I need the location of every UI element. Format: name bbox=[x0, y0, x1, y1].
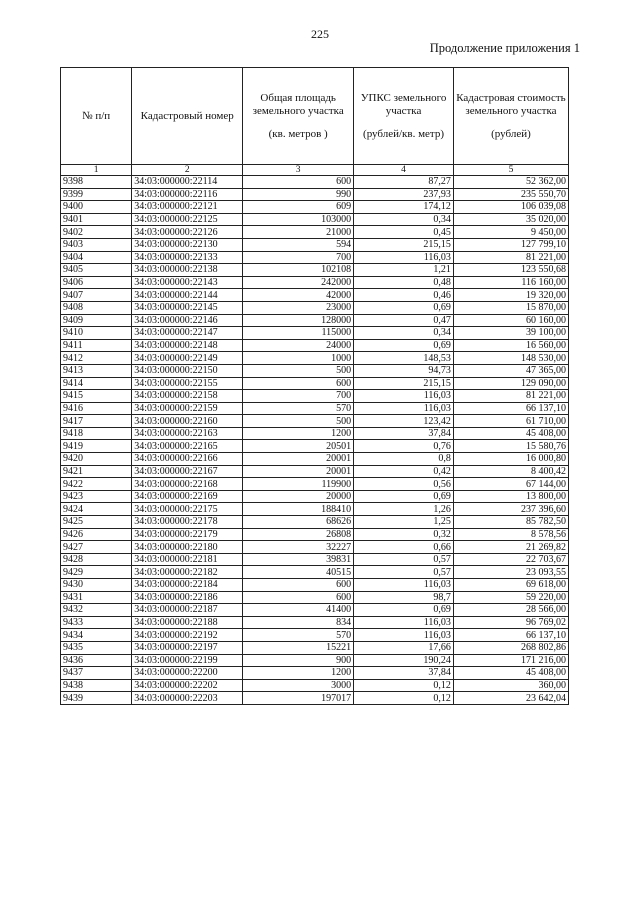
cadastral-number-cell: 34:03:000000:22121 bbox=[132, 201, 243, 214]
value-cell: 45 408,00 bbox=[453, 667, 568, 680]
row-number-cell: 9405 bbox=[61, 264, 132, 277]
cadastral-number-cell: 34:03:000000:22203 bbox=[132, 692, 243, 705]
header-row-number: № п/п bbox=[61, 68, 132, 165]
header-upks bbox=[354, 68, 454, 165]
cadastral-number-cell: 34:03:000000:22165 bbox=[132, 440, 243, 453]
row-number-cell: 9423 bbox=[61, 490, 132, 503]
area-cell: 41400 bbox=[243, 604, 354, 617]
area-cell: 609 bbox=[243, 201, 354, 214]
cadastral-number-cell: 34:03:000000:22130 bbox=[132, 238, 243, 251]
cadastral-number-cell: 34:03:000000:22168 bbox=[132, 478, 243, 491]
value-cell: 23 093,55 bbox=[453, 566, 568, 579]
area-cell: 20001 bbox=[243, 465, 354, 478]
upks-cell: 1,26 bbox=[354, 503, 454, 516]
table-row bbox=[61, 251, 569, 264]
column-number: 1 bbox=[61, 165, 132, 176]
value-cell: 96 769,02 bbox=[453, 616, 568, 629]
value-cell: 81 221,00 bbox=[453, 390, 568, 403]
cadastral-number-cell: 34:03:000000:22138 bbox=[132, 264, 243, 277]
area-cell: 40515 bbox=[243, 566, 354, 579]
cadastral-number-cell: 34:03:000000:22166 bbox=[132, 453, 243, 466]
table-row bbox=[61, 679, 569, 692]
row-number-cell: 9421 bbox=[61, 465, 132, 478]
area-cell: 600 bbox=[243, 579, 354, 592]
cadastral-number-cell: 34:03:000000:22187 bbox=[132, 604, 243, 617]
area-cell: 32227 bbox=[243, 541, 354, 554]
value-cell: 171 216,00 bbox=[453, 654, 568, 667]
upks-cell: 237,93 bbox=[354, 188, 454, 201]
upks-cell: 190,24 bbox=[354, 654, 454, 667]
table-row bbox=[61, 402, 569, 415]
cadastral-number-cell: 34:03:000000:22175 bbox=[132, 503, 243, 516]
column-number: 5 bbox=[453, 165, 568, 176]
area-cell: 1200 bbox=[243, 667, 354, 680]
value-cell: 116 160,00 bbox=[453, 276, 568, 289]
table-row bbox=[61, 528, 569, 541]
header-total-area-title: Общая площадь земельного участка bbox=[252, 91, 344, 117]
cadastral-number-cell: 34:03:000000:22147 bbox=[132, 327, 243, 340]
value-cell: 61 710,00 bbox=[453, 415, 568, 428]
area-cell: 500 bbox=[243, 364, 354, 377]
value-cell: 8 400,42 bbox=[453, 465, 568, 478]
cadastral-number-cell: 34:03:000000:22159 bbox=[132, 402, 243, 415]
row-number-cell: 9414 bbox=[61, 377, 132, 390]
table-row bbox=[61, 226, 569, 239]
area-cell: 24000 bbox=[243, 339, 354, 352]
value-cell: 8 578,56 bbox=[453, 528, 568, 541]
table-row bbox=[61, 629, 569, 642]
upks-cell: 0,34 bbox=[354, 327, 454, 340]
upks-cell: 0,56 bbox=[354, 478, 454, 491]
upks-cell: 0,76 bbox=[354, 440, 454, 453]
upks-cell: 215,15 bbox=[354, 238, 454, 251]
cadastral-number-cell: 34:03:000000:22150 bbox=[132, 364, 243, 377]
cadastral-number-cell: 34:03:000000:22114 bbox=[132, 176, 243, 189]
cadastral-number-cell: 34:03:000000:22169 bbox=[132, 490, 243, 503]
area-cell: 119900 bbox=[243, 478, 354, 491]
value-cell: 39 100,00 bbox=[453, 327, 568, 340]
row-number-cell: 9429 bbox=[61, 566, 132, 579]
cadastral-number-cell: 34:03:000000:22202 bbox=[132, 679, 243, 692]
upks-cell: 0,57 bbox=[354, 566, 454, 579]
row-number-cell: 9408 bbox=[61, 301, 132, 314]
table-row bbox=[61, 276, 569, 289]
cadastral-number-cell: 34:03:000000:22146 bbox=[132, 314, 243, 327]
row-number-cell: 9415 bbox=[61, 390, 132, 403]
value-cell: 235 550,70 bbox=[453, 188, 568, 201]
table-row bbox=[61, 591, 569, 604]
value-cell: 9 450,00 bbox=[453, 226, 568, 239]
value-cell: 360,00 bbox=[453, 679, 568, 692]
row-number-cell: 9424 bbox=[61, 503, 132, 516]
upks-cell: 0,48 bbox=[354, 276, 454, 289]
value-cell: 19 320,00 bbox=[453, 289, 568, 302]
upks-cell: 116,03 bbox=[354, 629, 454, 642]
table-row bbox=[61, 667, 569, 680]
upks-cell: 87,27 bbox=[354, 176, 454, 189]
cadastral-number-cell: 34:03:000000:22160 bbox=[132, 415, 243, 428]
value-cell: 15 580,76 bbox=[453, 440, 568, 453]
upks-cell: 0,69 bbox=[354, 490, 454, 503]
table-row bbox=[61, 364, 569, 377]
area-cell: 15221 bbox=[243, 641, 354, 654]
value-cell: 66 137,10 bbox=[453, 402, 568, 415]
column-number: 3 bbox=[243, 165, 354, 176]
cadastral-value-table bbox=[60, 67, 569, 705]
area-cell: 20000 bbox=[243, 490, 354, 503]
upks-cell: 0,42 bbox=[354, 465, 454, 478]
upks-cell: 0,8 bbox=[354, 453, 454, 466]
cadastral-number-cell: 34:03:000000:22180 bbox=[132, 541, 243, 554]
header-upks-unit: (рублей/кв. метр) bbox=[363, 127, 445, 140]
upks-cell: 174,12 bbox=[354, 201, 454, 214]
table-row bbox=[61, 641, 569, 654]
row-number-cell: 9401 bbox=[61, 213, 132, 226]
table-row bbox=[61, 490, 569, 503]
upks-cell: 0,12 bbox=[354, 692, 454, 705]
area-cell: 570 bbox=[243, 402, 354, 415]
value-cell: 47 365,00 bbox=[453, 364, 568, 377]
column-number-row bbox=[61, 165, 569, 176]
upks-cell: 0,66 bbox=[354, 541, 454, 554]
area-cell: 197017 bbox=[243, 692, 354, 705]
upks-cell: 0,69 bbox=[354, 604, 454, 617]
area-cell: 500 bbox=[243, 415, 354, 428]
area-cell: 700 bbox=[243, 390, 354, 403]
table-row bbox=[61, 339, 569, 352]
row-number-cell: 9428 bbox=[61, 553, 132, 566]
row-number-cell: 9418 bbox=[61, 427, 132, 440]
value-cell: 13 800,00 bbox=[453, 490, 568, 503]
upks-cell: 0,45 bbox=[354, 226, 454, 239]
table-row bbox=[61, 352, 569, 365]
area-cell: 834 bbox=[243, 616, 354, 629]
table-row bbox=[61, 503, 569, 516]
area-cell: 242000 bbox=[243, 276, 354, 289]
cadastral-number-cell: 34:03:000000:22181 bbox=[132, 553, 243, 566]
upks-cell: 0,32 bbox=[354, 528, 454, 541]
area-cell: 21000 bbox=[243, 226, 354, 239]
header-total-area bbox=[243, 68, 354, 165]
upks-cell: 0,57 bbox=[354, 553, 454, 566]
value-cell: 106 039,08 bbox=[453, 201, 568, 214]
row-number-cell: 9420 bbox=[61, 453, 132, 466]
value-cell: 127 799,10 bbox=[453, 238, 568, 251]
column-number: 2 bbox=[132, 165, 243, 176]
table-row bbox=[61, 176, 569, 189]
table-row bbox=[61, 327, 569, 340]
row-number-cell: 9434 bbox=[61, 629, 132, 642]
row-number-cell: 9398 bbox=[61, 176, 132, 189]
cadastral-number-cell: 34:03:000000:22144 bbox=[132, 289, 243, 302]
upks-cell: 116,03 bbox=[354, 579, 454, 592]
cadastral-number-cell: 34:03:000000:22167 bbox=[132, 465, 243, 478]
table-row bbox=[61, 201, 569, 214]
row-number-cell: 9402 bbox=[61, 226, 132, 239]
cadastral-number-cell: 34:03:000000:22145 bbox=[132, 301, 243, 314]
row-number-cell: 9432 bbox=[61, 604, 132, 617]
area-cell: 115000 bbox=[243, 327, 354, 340]
column-number: 4 bbox=[354, 165, 454, 176]
row-number-cell: 9413 bbox=[61, 364, 132, 377]
area-cell: 20001 bbox=[243, 453, 354, 466]
header-cadastral-number: Кадастровый номер bbox=[132, 68, 243, 165]
row-number-cell: 9439 bbox=[61, 692, 132, 705]
row-number-cell: 9410 bbox=[61, 327, 132, 340]
value-cell: 237 396,60 bbox=[453, 503, 568, 516]
cadastral-number-cell: 34:03:000000:22188 bbox=[132, 616, 243, 629]
area-cell: 128000 bbox=[243, 314, 354, 327]
value-cell: 268 802,86 bbox=[453, 641, 568, 654]
row-number-cell: 9430 bbox=[61, 579, 132, 592]
row-number-cell: 9417 bbox=[61, 415, 132, 428]
row-number-cell: 9437 bbox=[61, 667, 132, 680]
value-cell: 59 220,00 bbox=[453, 591, 568, 604]
row-number-cell: 9416 bbox=[61, 402, 132, 415]
area-cell: 68626 bbox=[243, 516, 354, 529]
header-cadastral-value-title: Кадастровая стоимость земельного участка bbox=[456, 91, 566, 117]
cadastral-number-cell: 34:03:000000:22133 bbox=[132, 251, 243, 264]
row-number-cell: 9426 bbox=[61, 528, 132, 541]
header-cadastral-value-unit: (рублей) bbox=[491, 127, 531, 140]
table-row bbox=[61, 692, 569, 705]
value-cell: 22 703,67 bbox=[453, 553, 568, 566]
cadastral-number-cell: 34:03:000000:22116 bbox=[132, 188, 243, 201]
upks-cell: 0,34 bbox=[354, 213, 454, 226]
table-row bbox=[61, 579, 569, 592]
value-cell: 52 362,00 bbox=[453, 176, 568, 189]
row-number-cell: 9411 bbox=[61, 339, 132, 352]
value-cell: 67 144,00 bbox=[453, 478, 568, 491]
upks-cell: 98,7 bbox=[354, 591, 454, 604]
row-number-cell: 9436 bbox=[61, 654, 132, 667]
header-upks-title: УПКС земельного участка bbox=[360, 91, 447, 117]
area-cell: 600 bbox=[243, 377, 354, 390]
upks-cell: 1,25 bbox=[354, 516, 454, 529]
row-number-cell: 9399 bbox=[61, 188, 132, 201]
row-number-cell: 9427 bbox=[61, 541, 132, 554]
cadastral-number-cell: 34:03:000000:22158 bbox=[132, 390, 243, 403]
value-cell: 123 550,68 bbox=[453, 264, 568, 277]
value-cell: 129 090,00 bbox=[453, 377, 568, 390]
value-cell: 23 642,04 bbox=[453, 692, 568, 705]
value-cell: 66 137,10 bbox=[453, 629, 568, 642]
table-row bbox=[61, 314, 569, 327]
row-number-cell: 9419 bbox=[61, 440, 132, 453]
area-cell: 600 bbox=[243, 591, 354, 604]
table-row bbox=[61, 604, 569, 617]
value-cell: 45 408,00 bbox=[453, 427, 568, 440]
header-total-area-unit: (кв. метров ) bbox=[268, 127, 328, 140]
row-number-cell: 9435 bbox=[61, 641, 132, 654]
table-row bbox=[61, 238, 569, 251]
table-row bbox=[61, 264, 569, 277]
cadastral-number-cell: 34:03:000000:22163 bbox=[132, 427, 243, 440]
area-cell: 188410 bbox=[243, 503, 354, 516]
area-cell: 103000 bbox=[243, 213, 354, 226]
table-row bbox=[61, 289, 569, 302]
table-row bbox=[61, 478, 569, 491]
area-cell: 3000 bbox=[243, 679, 354, 692]
cadastral-number-cell: 34:03:000000:22143 bbox=[132, 276, 243, 289]
upks-cell: 0,47 bbox=[354, 314, 454, 327]
value-cell: 21 269,82 bbox=[453, 541, 568, 554]
area-cell: 600 bbox=[243, 176, 354, 189]
row-number-cell: 9400 bbox=[61, 201, 132, 214]
row-number-cell: 9409 bbox=[61, 314, 132, 327]
upks-cell: 148,53 bbox=[354, 352, 454, 365]
cadastral-number-cell: 34:03:000000:22178 bbox=[132, 516, 243, 529]
table-body bbox=[61, 176, 569, 705]
cadastral-number-cell: 34:03:000000:22184 bbox=[132, 579, 243, 592]
table-row bbox=[61, 427, 569, 440]
value-cell: 85 782,50 bbox=[453, 516, 568, 529]
cadastral-number-cell: 34:03:000000:22155 bbox=[132, 377, 243, 390]
area-cell: 102108 bbox=[243, 264, 354, 277]
upks-cell: 116,03 bbox=[354, 616, 454, 629]
cadastral-number-cell: 34:03:000000:22186 bbox=[132, 591, 243, 604]
table-row bbox=[61, 616, 569, 629]
cadastral-number-cell: 34:03:000000:22149 bbox=[132, 352, 243, 365]
table-row bbox=[61, 213, 569, 226]
area-cell: 594 bbox=[243, 238, 354, 251]
upks-cell: 215,15 bbox=[354, 377, 454, 390]
table-row bbox=[61, 390, 569, 403]
row-number-cell: 9407 bbox=[61, 289, 132, 302]
area-cell: 39831 bbox=[243, 553, 354, 566]
area-cell: 1000 bbox=[243, 352, 354, 365]
header-cadastral-value bbox=[453, 68, 568, 165]
table-row bbox=[61, 440, 569, 453]
cadastral-number-cell: 34:03:000000:22197 bbox=[132, 641, 243, 654]
table-row bbox=[61, 453, 569, 466]
table-header-row bbox=[61, 68, 569, 165]
table-row bbox=[61, 654, 569, 667]
table-row bbox=[61, 377, 569, 390]
row-number-cell: 9433 bbox=[61, 616, 132, 629]
upks-cell: 0,46 bbox=[354, 289, 454, 302]
cadastral-number-cell: 34:03:000000:22199 bbox=[132, 654, 243, 667]
value-cell: 28 566,00 bbox=[453, 604, 568, 617]
upks-cell: 116,03 bbox=[354, 251, 454, 264]
upks-cell: 37,84 bbox=[354, 667, 454, 680]
upks-cell: 94,73 bbox=[354, 364, 454, 377]
row-number-cell: 9406 bbox=[61, 276, 132, 289]
row-number-cell: 9422 bbox=[61, 478, 132, 491]
upks-cell: 0,69 bbox=[354, 339, 454, 352]
area-cell: 1200 bbox=[243, 427, 354, 440]
upks-cell: 0,12 bbox=[354, 679, 454, 692]
cadastral-number-cell: 34:03:000000:22179 bbox=[132, 528, 243, 541]
value-cell: 148 530,00 bbox=[453, 352, 568, 365]
table-row bbox=[61, 553, 569, 566]
table-row bbox=[61, 465, 569, 478]
cadastral-number-cell: 34:03:000000:22192 bbox=[132, 629, 243, 642]
row-number-cell: 9425 bbox=[61, 516, 132, 529]
table-row bbox=[61, 541, 569, 554]
cadastral-number-cell: 34:03:000000:22126 bbox=[132, 226, 243, 239]
row-number-cell: 9431 bbox=[61, 591, 132, 604]
area-cell: 570 bbox=[243, 629, 354, 642]
area-cell: 990 bbox=[243, 188, 354, 201]
upks-cell: 1,21 bbox=[354, 264, 454, 277]
value-cell: 81 221,00 bbox=[453, 251, 568, 264]
cadastral-number-cell: 34:03:000000:22125 bbox=[132, 213, 243, 226]
table-row bbox=[61, 301, 569, 314]
area-cell: 900 bbox=[243, 654, 354, 667]
upks-cell: 116,03 bbox=[354, 390, 454, 403]
cadastral-number-cell: 34:03:000000:22148 bbox=[132, 339, 243, 352]
area-cell: 23000 bbox=[243, 301, 354, 314]
appendix-continuation-label: Продолжение приложения 1 bbox=[429, 41, 580, 55]
row-number-cell: 9404 bbox=[61, 251, 132, 264]
value-cell: 69 618,00 bbox=[453, 579, 568, 592]
upks-cell: 123,42 bbox=[354, 415, 454, 428]
row-number-cell: 9438 bbox=[61, 679, 132, 692]
area-cell: 20501 bbox=[243, 440, 354, 453]
area-cell: 700 bbox=[243, 251, 354, 264]
table-row bbox=[61, 516, 569, 529]
value-cell: 16 000,80 bbox=[453, 453, 568, 466]
upks-cell: 0,69 bbox=[354, 301, 454, 314]
area-cell: 42000 bbox=[243, 289, 354, 302]
area-cell: 26808 bbox=[243, 528, 354, 541]
table-row bbox=[61, 415, 569, 428]
cadastral-number-cell: 34:03:000000:22182 bbox=[132, 566, 243, 579]
table-row bbox=[61, 188, 569, 201]
upks-cell: 17,66 bbox=[354, 641, 454, 654]
value-cell: 16 560,00 bbox=[453, 339, 568, 352]
upks-cell: 116,03 bbox=[354, 402, 454, 415]
value-cell: 35 020,00 bbox=[453, 213, 568, 226]
page-number: 225 bbox=[311, 27, 329, 41]
row-number-cell: 9412 bbox=[61, 352, 132, 365]
value-cell: 15 870,00 bbox=[453, 301, 568, 314]
cadastral-number-cell: 34:03:000000:22200 bbox=[132, 667, 243, 680]
value-cell: 60 160,00 bbox=[453, 314, 568, 327]
table-row bbox=[61, 566, 569, 579]
upks-cell: 37,84 bbox=[354, 427, 454, 440]
row-number-cell: 9403 bbox=[61, 238, 132, 251]
